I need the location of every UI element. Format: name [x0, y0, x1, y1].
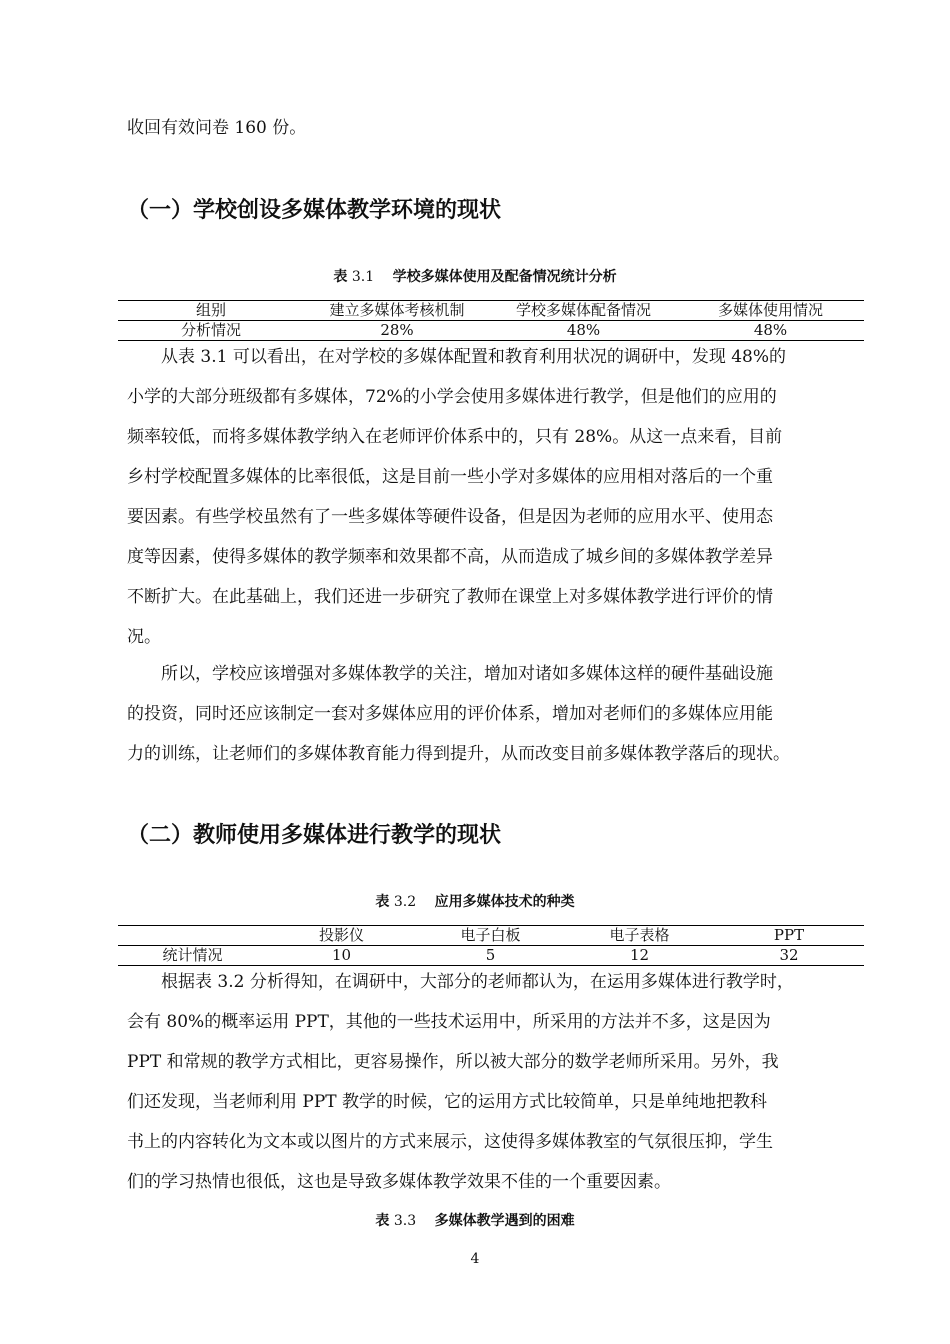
caption-title: 应用多媒体技术的种类 [434, 894, 575, 910]
header-cell: PPT [714, 926, 864, 946]
caption-label: 表 [375, 894, 390, 910]
header-cell: 建立多媒体考核机制 [304, 301, 490, 321]
text-line: 不断扩大。在此基础上，我们还进一步研究了教师在课堂上对多媒体教学进行评价的情 [127, 587, 773, 607]
text-line: 频率较低，而将多媒体教学纳入在老师评价体系中的，只有 28%。从这一点来看，目前 [127, 427, 783, 447]
table-header-row [118, 926, 864, 946]
intro-paragraph [127, 108, 859, 148]
header-cell: 多媒体使用情况 [677, 301, 864, 321]
header-cell [118, 926, 267, 946]
caption-title: 学校多媒体使用及配备情况统计分析 [392, 269, 617, 285]
text-line: PPT 和常规的教学方式相比，更容易操作，所以被大部分的数学老师所采用。另外，我 [127, 1052, 779, 1072]
section-heading-2: （二）教师使用多媒体进行教学的现状 [127, 823, 502, 848]
text-line: 收回有效问卷 160 份。 [127, 118, 307, 138]
header-cell: 组别 [118, 301, 304, 321]
header-cell: 投影仪 [267, 926, 416, 946]
table-caption-3-1 [0, 266, 950, 286]
text-line: 会有 80%的概率运用 PPT，其他的一些技术运用中，所采用的方法并不多，这是因为 [127, 1012, 771, 1032]
table-caption-3-2 [0, 891, 950, 911]
table-cell: 32 [714, 946, 864, 966]
section-heading-1: （一）学校创设多媒体教学环境的现状 [127, 198, 502, 223]
header-cell: 电子白板 [416, 926, 565, 946]
text-line: 的投资，同时还应该制定一套对多媒体应用的评价体系，增加对老师们的多媒体应用能 [127, 704, 773, 724]
table-cell: 28% [304, 321, 490, 341]
text-line: 小学的大部分班级都有多媒体，72%的小学会使用多媒体进行教学，但是他们的应用的 [127, 387, 777, 407]
table-3-2 [118, 925, 864, 966]
header-cell: 学校多媒体配备情况 [490, 301, 677, 321]
table-caption-3-3 [0, 1210, 950, 1230]
header-cell: 电子表格 [565, 926, 714, 946]
text-line: 力的训练，让老师们的多媒体教育能力得到提升，从而改变目前多媒体教学落后的现状。 [127, 744, 790, 764]
text-line: 根据表 3.2 分析得知，在调研中，大部分的老师都认为，在运用多媒体进行教学时， [161, 972, 794, 992]
text-line: 乡村学校配置多媒体的比率很低，这是目前一些小学对多媒体的应用相对落后的一个重 [127, 467, 773, 487]
text-line: 书上的内容转化为文本或以图片的方式来展示，这使得多媒体教室的气氛很压抑，学生 [127, 1132, 773, 1152]
text-line: 度等因素，使得多媒体的教学频率和效果都不高，从而造成了城乡间的多媒体教学差异 [127, 547, 773, 567]
caption-number: 3.3 [393, 1213, 417, 1229]
caption-title: 多媒体教学遇到的困难 [434, 1213, 575, 1229]
table-cell: 5 [416, 946, 565, 966]
text-line: 况。 [127, 627, 161, 647]
body-paragraph-2 [127, 654, 859, 774]
caption-label: 表 [333, 269, 348, 285]
body-paragraph-3 [127, 962, 859, 1202]
caption-number: 3.2 [393, 894, 417, 910]
table-cell: 分析情况 [118, 321, 304, 341]
text-line: 们的学习热情也很低，这也是导致多媒体教学效果不佳的一个重要因素。 [127, 1172, 671, 1192]
text-line: 们还发现，当老师利用 PPT 教学的时候，它的运用方式比较简单，只是单纯地把教科 [127, 1092, 768, 1112]
text-line: 从表 3.1 可以看出，在对学校的多媒体配置和教育利用状况的调研中，发现 48%的 [161, 347, 787, 367]
table-cell: 48% [677, 321, 864, 341]
caption-label: 表 [375, 1213, 390, 1229]
table-cell: 统计情况 [118, 946, 267, 966]
text-line: 所以，学校应该增强对多媒体教学的关注，增加对诸如多媒体这样的硬件基础设施 [161, 664, 773, 684]
page-number: 4 [470, 1251, 480, 1267]
caption-number: 3.1 [351, 269, 375, 285]
table-3-1 [118, 300, 864, 341]
table-cell: 48% [490, 321, 677, 341]
table-cell: 12 [565, 946, 714, 966]
table-header-row [118, 301, 864, 321]
table-cell: 10 [267, 946, 416, 966]
text-line: 要因素。有些学校虽然有了一些多媒体等硬件设备，但是因为老师的应用水平、使用态 [127, 507, 773, 527]
body-paragraph-1 [127, 337, 859, 657]
